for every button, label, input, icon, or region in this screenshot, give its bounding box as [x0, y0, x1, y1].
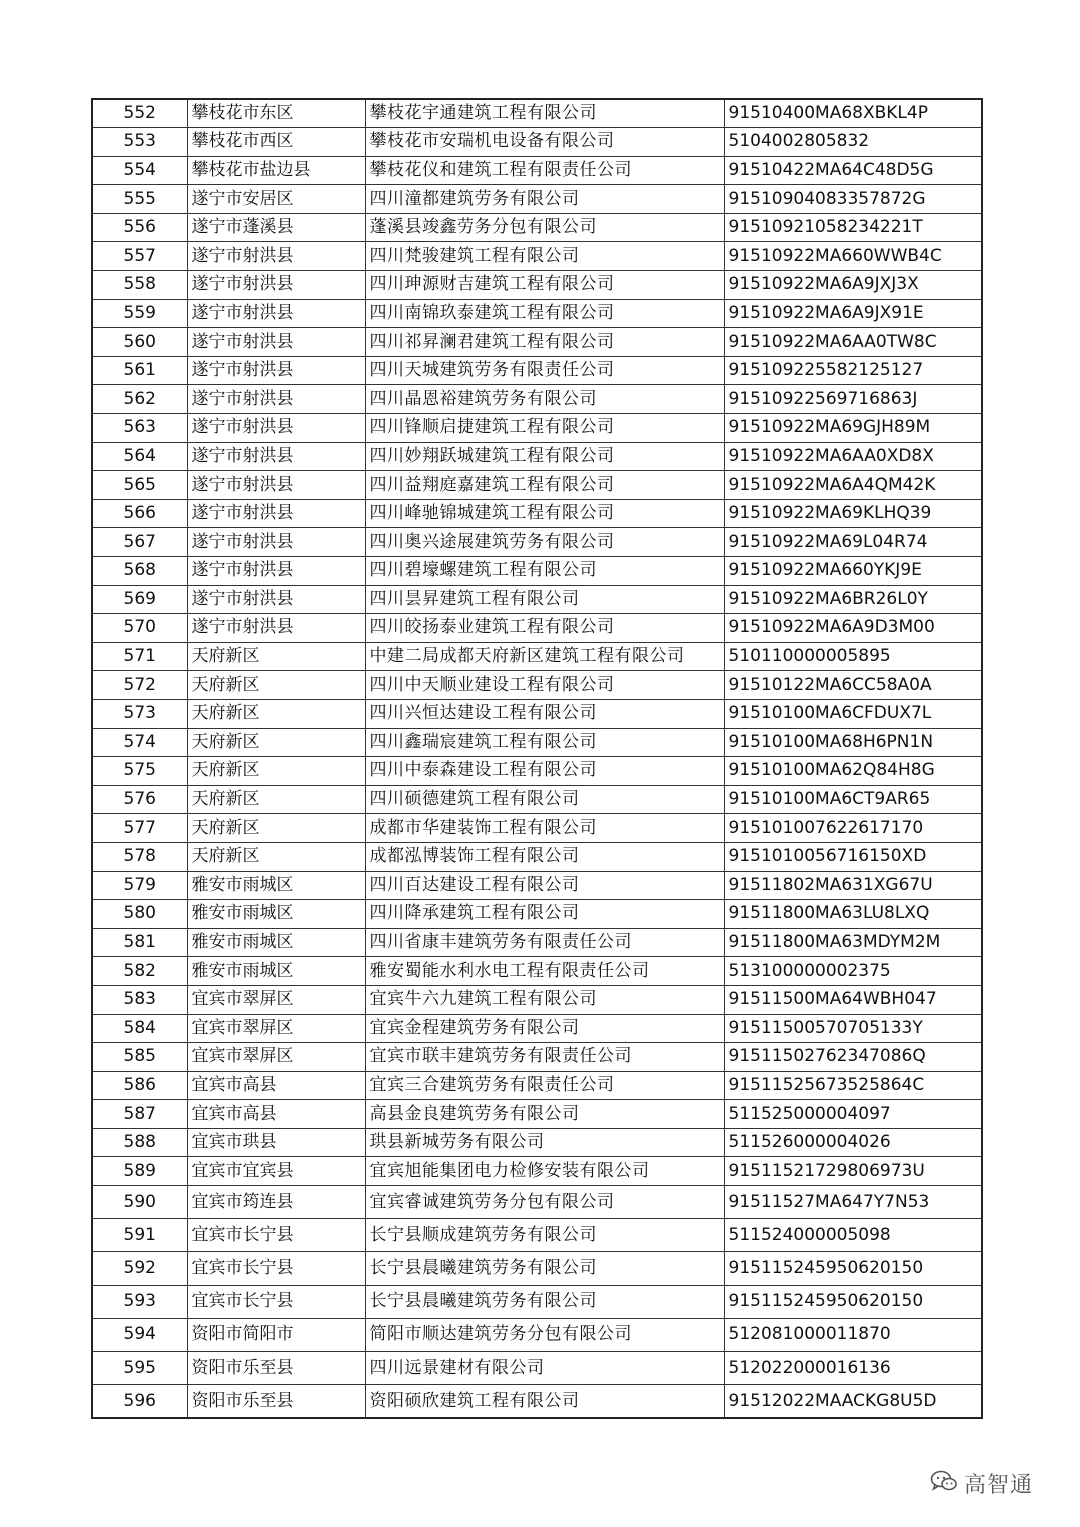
table-row	[92, 1186, 982, 1219]
row-number: 587	[92, 1100, 187, 1129]
company-name-cell: 攀枝花宇通建筑工程有限公司	[365, 99, 724, 128]
credit-code-cell: 91511521729806973U	[724, 1157, 982, 1186]
region-cell: 资阳市乐至县	[187, 1385, 365, 1418]
region-cell: 宜宾市翠屏区	[187, 985, 365, 1014]
row-number: 573	[92, 699, 187, 728]
credit-code-cell: 9151010056716150XD	[724, 842, 982, 871]
company-name-cell: 攀枝花仪和建筑工程有限责任公司	[365, 156, 724, 185]
credit-code-cell: 91510922MA6AA0TW8C	[724, 328, 982, 357]
row-number: 567	[92, 528, 187, 557]
row-number: 554	[92, 156, 187, 185]
company-name-cell: 四川硕德建筑工程有限公司	[365, 785, 724, 814]
region-cell: 宜宾市翠屏区	[187, 1014, 365, 1043]
company-name-cell: 雅安蜀能水利水电工程有限责任公司	[365, 957, 724, 986]
region-cell: 资阳市乐至县	[187, 1352, 365, 1385]
watermark	[930, 1468, 1033, 1498]
region-cell: 遂宁市射洪县	[187, 557, 365, 586]
table-row	[92, 1100, 982, 1129]
credit-code-cell: 512022000016136	[724, 1352, 982, 1385]
table-row	[92, 1071, 982, 1100]
region-cell: 遂宁市安居区	[187, 185, 365, 214]
table-row	[92, 328, 982, 357]
company-name-cell: 四川鑫瑞宸建筑工程有限公司	[365, 728, 724, 757]
region-cell: 宜宾市长宁县	[187, 1252, 365, 1285]
region-cell: 遂宁市射洪县	[187, 242, 365, 271]
region-cell: 雅安市雨城区	[187, 957, 365, 986]
table-row	[92, 842, 982, 871]
table-row	[92, 757, 982, 786]
company-name-cell: 长宁县晨曦建筑劳务有限公司	[365, 1285, 724, 1318]
region-cell: 宜宾市长宁县	[187, 1285, 365, 1318]
company-name-cell: 成都泓博装饰工程有限公司	[365, 842, 724, 871]
credit-code-cell: 91510922MA69GJH89M	[724, 414, 982, 443]
credit-code-cell: 91510922MA6A9JXJ3X	[724, 271, 982, 300]
credit-code-cell: 91510400MA68XBKL4P	[724, 99, 982, 128]
region-cell: 宜宾市珙县	[187, 1128, 365, 1157]
table-row	[92, 585, 982, 614]
region-cell: 雅安市雨城区	[187, 928, 365, 957]
credit-code-cell: 513100000002375	[724, 957, 982, 986]
region-cell: 天府新区	[187, 642, 365, 671]
company-name-cell: 四川奥兴途展建筑劳务有限公司	[365, 528, 724, 557]
table-row	[92, 156, 982, 185]
row-number: 557	[92, 242, 187, 271]
table-row	[92, 785, 982, 814]
credit-code-cell: 91511500570705133Y	[724, 1014, 982, 1043]
company-name-cell: 中建二局成都天府新区建筑工程有限公司	[365, 642, 724, 671]
credit-code-cell: 91510100MA62Q84H8G	[724, 757, 982, 786]
region-cell: 遂宁市射洪县	[187, 385, 365, 414]
credit-code-cell: 91511802MA631XG67U	[724, 871, 982, 900]
credit-code-cell: 91510922MA6BR26L0Y	[724, 585, 982, 614]
table-row	[92, 499, 982, 528]
credit-code-cell: 91511500MA64WBH047	[724, 985, 982, 1014]
row-number: 566	[92, 499, 187, 528]
region-cell: 遂宁市射洪县	[187, 328, 365, 357]
region-cell: 遂宁市射洪县	[187, 499, 365, 528]
row-number: 563	[92, 414, 187, 443]
region-cell: 天府新区	[187, 757, 365, 786]
row-number: 580	[92, 900, 187, 929]
region-cell: 雅安市雨城区	[187, 900, 365, 929]
company-name-cell: 四川妙翔跃城建筑工程有限公司	[365, 442, 724, 471]
credit-code-cell: 91512022MAACKG8U5D	[724, 1385, 982, 1418]
region-cell: 遂宁市射洪县	[187, 271, 365, 300]
region-cell: 天府新区	[187, 671, 365, 700]
region-cell: 遂宁市射洪县	[187, 356, 365, 385]
table-row	[92, 1219, 982, 1252]
credit-code-cell: 915109225582125127	[724, 356, 982, 385]
table-row	[92, 185, 982, 214]
table-row	[92, 985, 982, 1014]
table-row	[92, 128, 982, 157]
watermark-text: 高智通	[964, 1472, 1034, 1498]
credit-code-cell: 511526000004026	[724, 1128, 982, 1157]
region-cell: 宜宾市翠屏区	[187, 1043, 365, 1072]
region-cell: 天府新区	[187, 728, 365, 757]
row-number: 561	[92, 356, 187, 385]
credit-code-cell: 512081000011870	[724, 1318, 982, 1351]
row-number: 564	[92, 442, 187, 471]
row-number: 558	[92, 271, 187, 300]
credit-code-cell: 91510922MA69L04R74	[724, 528, 982, 557]
company-name-cell: 四川锋顺启捷建筑工程有限公司	[365, 414, 724, 443]
company-name-cell: 宜宾三合建筑劳务有限责任公司	[365, 1071, 724, 1100]
company-name-cell: 四川昙昇建筑工程有限公司	[365, 585, 724, 614]
credit-code-cell: 91510922MA6A9JX91E	[724, 299, 982, 328]
credit-code-cell: 91510922MA69KLHQ39	[724, 499, 982, 528]
table-row	[92, 1157, 982, 1186]
table-row	[92, 1285, 982, 1318]
credit-code-cell: 91510922569716863J	[724, 385, 982, 414]
row-number: 592	[92, 1252, 187, 1285]
row-number: 570	[92, 614, 187, 643]
table-row	[92, 1352, 982, 1385]
credit-code-cell: 915115245950620150	[724, 1285, 982, 1318]
credit-code-cell: 91510100MA6CFDUX7L	[724, 699, 982, 728]
row-number: 590	[92, 1186, 187, 1219]
table-row	[92, 900, 982, 929]
company-name-cell: 高县金良建筑劳务有限公司	[365, 1100, 724, 1129]
company-name-cell: 宜宾金程建筑劳务有限公司	[365, 1014, 724, 1043]
table-row	[92, 99, 982, 128]
table-row	[92, 299, 982, 328]
row-number: 596	[92, 1385, 187, 1418]
table-row	[92, 414, 982, 443]
credit-code-cell: 91511800MA63LU8LXQ	[724, 900, 982, 929]
company-name-cell: 四川中天顺业建设工程有限公司	[365, 671, 724, 700]
table-row	[92, 356, 982, 385]
company-name-cell: 四川中泰森建设工程有限公司	[365, 757, 724, 786]
company-name-cell: 资阳硕欣建筑工程有限公司	[365, 1385, 724, 1418]
row-number: 576	[92, 785, 187, 814]
credit-code-cell: 91510422MA64C48D5G	[724, 156, 982, 185]
table-row	[92, 442, 982, 471]
credit-code-cell: 91510100MA68H6PN1N	[724, 728, 982, 757]
table-row	[92, 528, 982, 557]
table-row	[92, 814, 982, 843]
company-name-cell: 四川兴恒达建设工程有限公司	[365, 699, 724, 728]
region-cell: 资阳市简阳市	[187, 1318, 365, 1351]
company-name-cell: 四川珅源财吉建筑工程有限公司	[365, 271, 724, 300]
table-row	[92, 1128, 982, 1157]
credit-code-cell: 91510100MA6CT9AR65	[724, 785, 982, 814]
table-row	[92, 271, 982, 300]
table-row	[92, 213, 982, 242]
table-row	[92, 471, 982, 500]
region-cell: 宜宾市筠连县	[187, 1186, 365, 1219]
table-row	[92, 671, 982, 700]
company-name-cell: 四川皎扬泰业建筑工程有限公司	[365, 614, 724, 643]
region-cell: 宜宾市高县	[187, 1071, 365, 1100]
company-name-cell: 宜宾睿诚建筑劳务分包有限公司	[365, 1186, 724, 1219]
company-name-cell: 四川降承建筑工程有限公司	[365, 900, 724, 929]
credit-code-cell: 91510922MA660WWB4C	[724, 242, 982, 271]
row-number: 565	[92, 471, 187, 500]
company-name-cell: 四川峰驰锦城建筑工程有限公司	[365, 499, 724, 528]
company-name-cell: 四川省康丰建筑劳务有限责任公司	[365, 928, 724, 957]
table-row	[92, 957, 982, 986]
region-cell: 攀枝花市西区	[187, 128, 365, 157]
row-number: 552	[92, 99, 187, 128]
region-cell: 遂宁市射洪县	[187, 414, 365, 443]
credit-code-cell: 915101007622617170	[724, 814, 982, 843]
region-cell: 遂宁市射洪县	[187, 528, 365, 557]
row-number: 589	[92, 1157, 187, 1186]
row-number: 593	[92, 1285, 187, 1318]
credit-code-cell: 91510921058234221T	[724, 213, 982, 242]
region-cell: 雅安市雨城区	[187, 871, 365, 900]
company-table	[91, 98, 983, 1419]
region-cell: 遂宁市蓬溪县	[187, 213, 365, 242]
credit-code-cell: 915115245950620150	[724, 1252, 982, 1285]
region-cell: 遂宁市射洪县	[187, 614, 365, 643]
company-name-cell: 宜宾旭能集团电力检修安装有限公司	[365, 1157, 724, 1186]
row-number: 568	[92, 557, 187, 586]
row-number: 569	[92, 585, 187, 614]
company-name-cell: 四川南锦玖泰建筑工程有限公司	[365, 299, 724, 328]
credit-code-cell: 511524000005098	[724, 1219, 982, 1252]
region-cell: 攀枝花市东区	[187, 99, 365, 128]
region-cell: 遂宁市射洪县	[187, 585, 365, 614]
region-cell: 攀枝花市盐边县	[187, 156, 365, 185]
company-name-cell: 成都市华建装饰工程有限公司	[365, 814, 724, 843]
row-number: 577	[92, 814, 187, 843]
row-number: 556	[92, 213, 187, 242]
table-row	[92, 871, 982, 900]
company-name-cell: 四川远景建材有限公司	[365, 1352, 724, 1385]
region-cell: 遂宁市射洪县	[187, 442, 365, 471]
company-name-cell: 简阳市顺达建筑劳务分包有限公司	[365, 1318, 724, 1351]
table-row	[92, 728, 982, 757]
table-row	[92, 614, 982, 643]
row-number: 553	[92, 128, 187, 157]
credit-code-cell: 511525000004097	[724, 1100, 982, 1129]
row-number: 560	[92, 328, 187, 357]
company-name-cell: 四川晶恩裕建筑劳务有限公司	[365, 385, 724, 414]
row-number: 562	[92, 385, 187, 414]
credit-code-cell: 91511800MA63MDYM2M	[724, 928, 982, 957]
company-name-cell: 蓬溪县竣鑫劳务分包有限公司	[365, 213, 724, 242]
credit-code-cell: 91510922MA660YKJ9E	[724, 557, 982, 586]
table-row	[92, 1385, 982, 1418]
company-name-cell: 宜宾市联丰建筑劳务有限责任公司	[365, 1043, 724, 1072]
credit-code-cell: 91510904083357872G	[724, 185, 982, 214]
credit-code-cell: 91511527MA647Y7N53	[724, 1186, 982, 1219]
company-name-cell: 长宁县晨曦建筑劳务有限公司	[365, 1252, 724, 1285]
region-cell: 天府新区	[187, 785, 365, 814]
row-number: 594	[92, 1318, 187, 1351]
table-row	[92, 242, 982, 271]
table-row	[92, 557, 982, 586]
table-row	[92, 1252, 982, 1285]
credit-code-cell: 91510922MA6AA0XD8X	[724, 442, 982, 471]
company-name-cell: 四川天城建筑劳务有限责任公司	[365, 356, 724, 385]
credit-code-cell: 91510922MA6A9D3M00	[724, 614, 982, 643]
company-name-cell: 四川祁昇澜君建筑工程有限公司	[365, 328, 724, 357]
row-number: 578	[92, 842, 187, 871]
company-name-cell: 四川梵骏建筑工程有限公司	[365, 242, 724, 271]
row-number: 591	[92, 1219, 187, 1252]
row-number: 586	[92, 1071, 187, 1100]
region-cell: 宜宾市长宁县	[187, 1219, 365, 1252]
row-number: 571	[92, 642, 187, 671]
row-number: 585	[92, 1043, 187, 1072]
table-row	[92, 1043, 982, 1072]
row-number: 588	[92, 1128, 187, 1157]
row-number: 595	[92, 1352, 187, 1385]
region-cell: 遂宁市射洪县	[187, 299, 365, 328]
row-number: 559	[92, 299, 187, 328]
table-row	[92, 928, 982, 957]
credit-code-cell: 91510122MA6CC58A0A	[724, 671, 982, 700]
row-number: 574	[92, 728, 187, 757]
row-number: 575	[92, 757, 187, 786]
credit-code-cell: 5104002805832	[724, 128, 982, 157]
row-number: 581	[92, 928, 187, 957]
credit-code-cell: 91511525673525864C	[724, 1071, 982, 1100]
region-cell: 天府新区	[187, 842, 365, 871]
region-cell: 天府新区	[187, 814, 365, 843]
region-cell: 宜宾市高县	[187, 1100, 365, 1129]
table-row	[92, 642, 982, 671]
row-number: 572	[92, 671, 187, 700]
company-name-cell: 长宁县顺成建筑劳务有限公司	[365, 1219, 724, 1252]
company-name-cell: 四川潼都建筑劳务有限公司	[365, 185, 724, 214]
table-row	[92, 1318, 982, 1351]
company-table-body	[92, 99, 982, 1418]
region-cell: 天府新区	[187, 699, 365, 728]
row-number: 579	[92, 871, 187, 900]
row-number: 583	[92, 985, 187, 1014]
company-name-cell: 四川百达建设工程有限公司	[365, 871, 724, 900]
credit-code-cell: 91510922MA6A4QM42K	[724, 471, 982, 500]
table-row	[92, 385, 982, 414]
table-row	[92, 699, 982, 728]
credit-code-cell: 91511502762347086Q	[724, 1043, 982, 1072]
table-row	[92, 1014, 982, 1043]
company-name-cell: 四川碧壕螺建筑工程有限公司	[365, 557, 724, 586]
company-name-cell: 珙县新城劳务有限公司	[365, 1128, 724, 1157]
company-name-cell: 攀枝花市安瑞机电设备有限公司	[365, 128, 724, 157]
row-number: 555	[92, 185, 187, 214]
row-number: 582	[92, 957, 187, 986]
region-cell: 遂宁市射洪县	[187, 471, 365, 500]
wechat-icon	[930, 1469, 958, 1497]
region-cell: 宜宾市宜宾县	[187, 1157, 365, 1186]
company-name-cell: 四川益翔庭嘉建筑工程有限公司	[365, 471, 724, 500]
row-number: 584	[92, 1014, 187, 1043]
company-name-cell: 宜宾牛六九建筑工程有限公司	[365, 985, 724, 1014]
credit-code-cell: 510110000005895	[724, 642, 982, 671]
